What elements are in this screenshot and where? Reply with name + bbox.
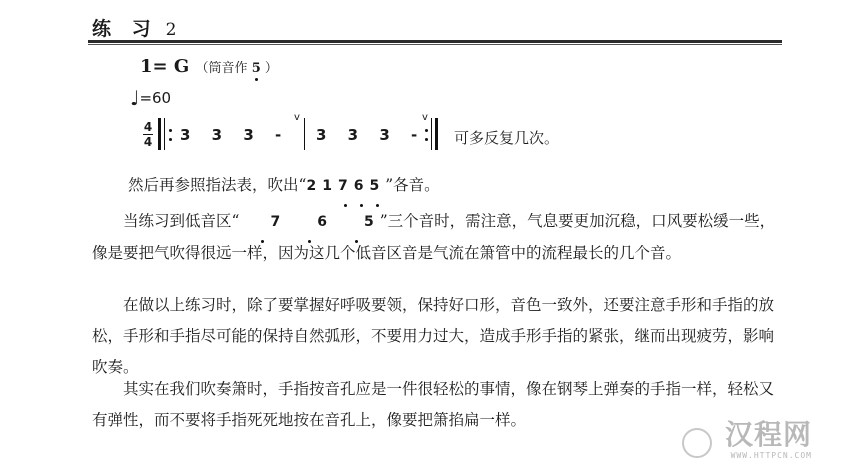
exercise-title: 练 习 [92,18,158,40]
paragraph-4: 其实在我们吹奏箫时，手指按音孔应是一件很轻松的事情，像在钢琴上弹奏的手指一样，轻松又有弹性，而不要将手指死死地按在音孔上，像要把箫掐扁一样。 [92,380,775,429]
paragraph-1 [128,170,818,202]
note-low: 6 [354,171,370,202]
tempo-marking [130,86,171,110]
key-paren-suffix: ） [264,61,278,76]
watermark-logo-icon [682,428,712,458]
measure-2-notes: 3 3 3 - [316,126,418,144]
note-low: 6 [286,207,333,238]
key-signature [140,56,278,77]
para1-suffix: ”各音。 [385,176,440,194]
para2-notes [239,214,379,230]
note: 1 [322,178,338,194]
note: 2 [306,178,323,194]
time-signature [142,120,154,149]
repeat-instruction: 可多反复几次。 [454,129,560,147]
watermark-url: WWW.HTTPCN.COM [730,451,812,460]
breath-mark-icon: v [294,112,300,123]
measure-1-notes: 3 3 3 - [180,126,282,144]
repeat-start-thick-bar [158,118,161,150]
para1-prefix: 然后再参照指法表，吹出“ [128,176,307,194]
para1-notes [306,178,385,194]
time-sig-bottom: 4 [143,135,153,149]
notation-line [142,112,582,154]
note-low: 5 [369,171,385,202]
note-low: 7 [338,171,354,202]
repeat-dot [169,138,172,141]
exercise-number: 2 [165,20,177,40]
header-rule-thin [88,44,782,45]
note-low: 5 [333,207,380,238]
paragraph-3: 在做以上练习时，除了要掌握好呼吸要领，保持好口形，音色一致外，还要注意手形和手指的放松，手形和手指尽可能的保持自然弧形，不要用力过大，造成手形手指的紧张，继而出现疲劳，影响吹奏。 [92,296,775,376]
key-paren-prefix: （筒音作 [195,61,248,76]
repeat-end-thin-bar [431,118,432,150]
barline [304,118,305,150]
time-sig-top: 4 [143,120,153,134]
repeat-end-thick-bar [435,118,438,150]
watermark-text: 汉程网 [724,418,812,451]
key-paren-note: 5 [251,61,261,76]
paragraph-2 [92,206,782,269]
breath-mark-icon: v [422,112,428,123]
key-note-paren [196,61,278,76]
quarter-note-icon: ♩ [130,86,140,110]
note-low: 7 [239,207,286,238]
key-label: 1= G [140,56,190,77]
header-rule [88,40,782,43]
para2-suffix: ”三个音时，需注意，气息要更加沉稳，口风要松缓一些，像是要把气吹得很远一样，因为这几个低音区音是气流在箫管中的流程最长的几个音。 [92,212,776,262]
page-header [92,14,176,41]
para2-prefix: 当练习到低音区“ [123,212,240,230]
tempo-value: =60 [139,89,172,107]
repeat-dot [169,129,172,132]
repeat-dot [425,138,428,141]
repeat-dot [425,129,428,132]
watermark [725,413,812,460]
repeat-start-thin-bar [164,118,165,150]
